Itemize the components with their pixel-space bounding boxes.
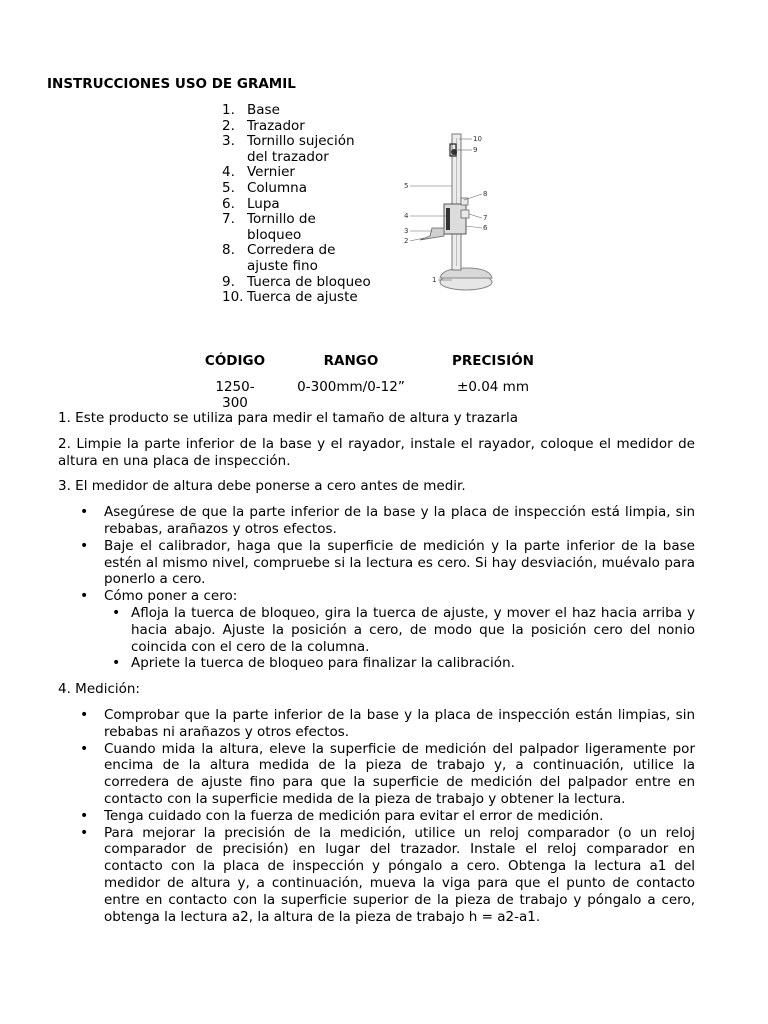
figure-label-8: 8 <box>483 190 488 198</box>
document-body <box>58 410 695 934</box>
paragraph-4: 4. Medición: <box>58 681 140 698</box>
list-item: • Cuando mida la altura, eleve la superficie de medición del palpador ligeramente por encima de la altura medida de la pieza de trabajo y, a continuación, utilice la corredera de ajuste fino para que la superficie de medición del palpador entre en contacto con la superficie medida de la pieza de trabajo y obtener la lectura. <box>104 741 695 808</box>
zeroing-substeps-list <box>104 605 695 672</box>
paragraph-1: 1. Este producto se utiliza para medir el tamaño de altura y trazarla <box>58 410 518 426</box>
list-item: • Apriete la tuerca de bloqueo para finalizar la calibración. <box>131 655 695 672</box>
list-item: 2. Trazador <box>222 117 305 134</box>
table-header-rango: RANGO <box>323 353 379 369</box>
figure-label-5: 5 <box>404 182 409 190</box>
figure-label-4: 4 <box>404 212 409 220</box>
height-gauge-figure <box>396 130 496 292</box>
table-header-precision: PRECISIÓN <box>452 353 534 369</box>
list-item: 8. Corredera de ajuste fino <box>222 242 336 274</box>
list-item: • Para mejorar la precisión de la medición, utilice un reloj comparador (o un reloj comparador de precisión) en lugar del trazador. Instale el reloj comparador en contacto con la placa de inspección y póngalo a cero. Obtenga la lectura a1 del medidor de altura y, a continuación, mueva la viga para que el punto de contacto entre en contacto con la superficie superior de la pieza de trabajo y póngalo a cero, obtenga la lectura a2, la altura de la pieza de trabajo h = a2-a1. <box>104 825 695 926</box>
list-item: • Tenga cuidado con la fuerza de medición para evitar el error de medición. <box>104 808 695 825</box>
figure-label-2: 2 <box>404 237 409 245</box>
list-item: 9. Tuerca de bloqueo <box>222 273 371 290</box>
list-item: 10. Tuerca de ajuste <box>222 289 358 306</box>
figure-label-1: 1 <box>432 276 437 284</box>
document-title: INSTRUCCIONES USO DE GRAMIL <box>47 76 296 92</box>
list-item: 7. Tornillo de bloqueo <box>222 211 316 243</box>
list-item: 5. Columna <box>222 179 307 196</box>
table-cell-precision: ±0.04 mm <box>457 379 529 395</box>
list-item: 3. Tornillo sujeción del trazador <box>222 133 355 165</box>
paragraph-3: 3. El medidor de altura debe ponerse a cero antes de medir. <box>58 478 466 495</box>
figure-label-7: 7 <box>483 214 488 222</box>
list-item: 4. Vernier <box>222 164 295 181</box>
table-cell-codigo: 1250-300 <box>215 379 255 411</box>
table-cell-rango: 0-300mm/0-12” <box>297 379 405 395</box>
parts-list <box>222 103 372 306</box>
list-item: 6. Lupa <box>222 195 280 212</box>
list-item: • Afloja la tuerca de bloqueo, gira la tuerca de ajuste, y mover el haz hacia arriba y hacia abajo. Ajuste la posición a cero, de modo que la posición cero del nonio coincida con el cero de la columna. <box>131 605 695 655</box>
list-item: • Baje el calibrador, haga que la superficie de medición y la parte inferior de la base estén al mismo nivel, compruebe si la lectura es cero. Si hay desviación, muévalo para ponerlo a cero. <box>104 538 695 588</box>
figure-label-6: 6 <box>483 224 488 232</box>
list-item: • Comprobar que la parte inferior de la base y la placa de inspección están limpias, sin rebabas ni arañazos y otros efectos. <box>104 707 695 741</box>
table-header-codigo: CÓDIGO <box>204 353 266 369</box>
paragraph-2: 2. Limpie la parte inferior de la base y el rayador, instale el rayador, coloque el medidor de altura en una placa de inspección. <box>58 435 695 469</box>
figure-label-3: 3 <box>404 227 409 235</box>
figure-label-10: 10 <box>473 135 482 143</box>
list-item: 1. Base <box>222 102 280 118</box>
figure-label-9: 9 <box>473 146 478 154</box>
list-item: • Asegúrese de que la parte inferior de la base y la placa de inspección está limpia, sin rebabas, arañazos y otros efectos. <box>104 504 695 538</box>
list-item: • Cómo poner a cero: • Afloja la tuerca de bloqueo, gira la tuerca de ajuste, y mover el haz hacia arriba y hacia abajo. Ajuste la posición a cero, de modo que la posición cero del nonio coincida con el cero de la columna. • Apriete la tuerca de bloqueo para finalizar la calibración. <box>104 588 695 672</box>
zeroing-steps-list <box>58 504 695 672</box>
measurement-steps-list <box>58 707 695 925</box>
